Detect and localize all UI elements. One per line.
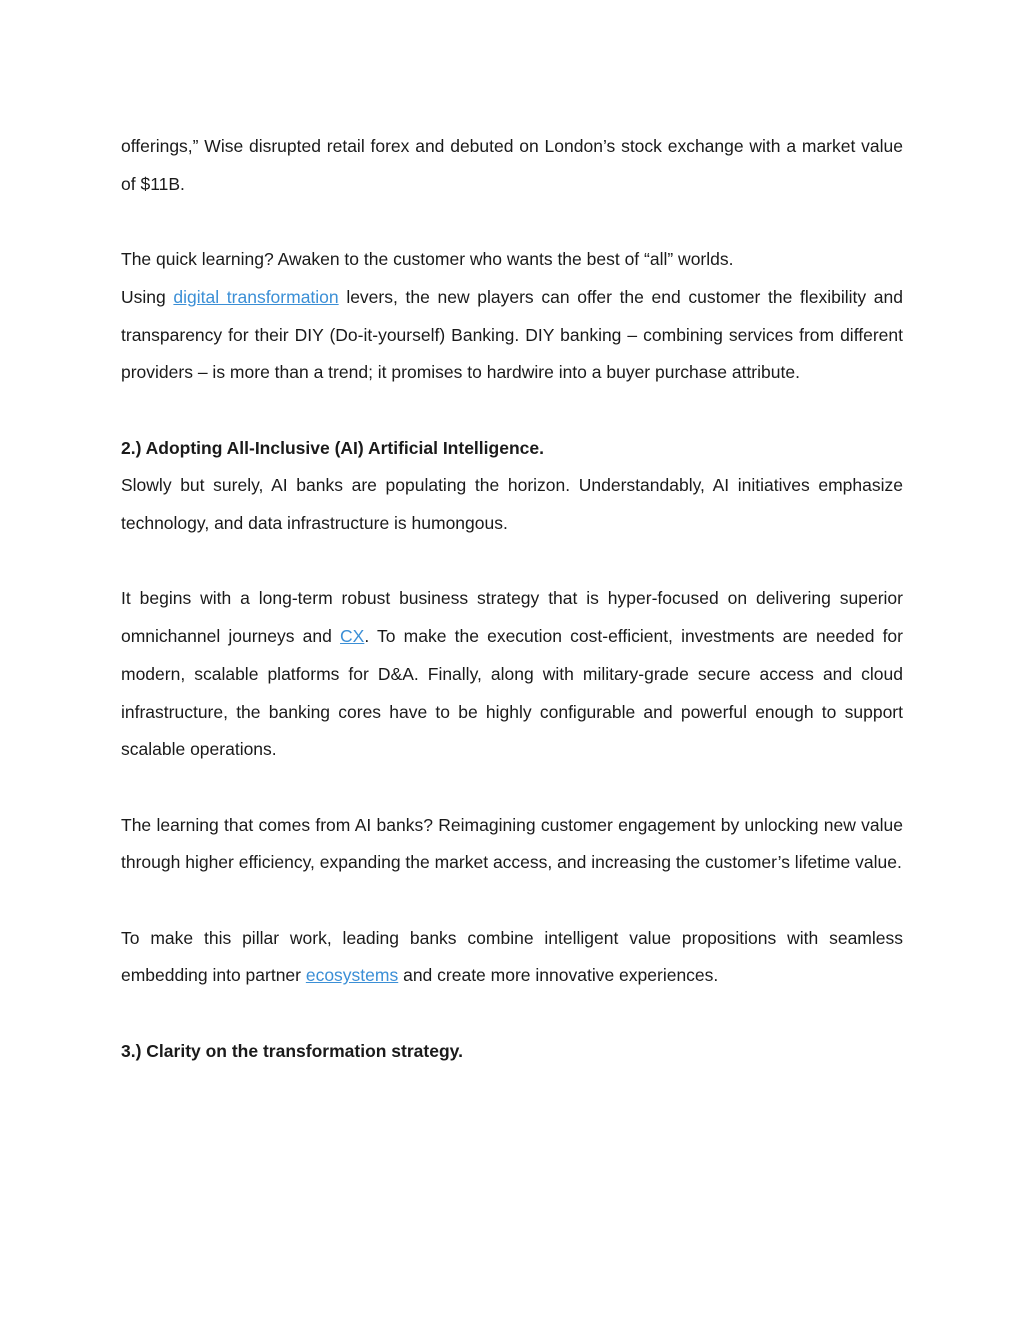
paragraph-quick-learning — [121, 241, 903, 279]
paragraph-pillar — [121, 920, 903, 995]
cx-link[interactable]: CX — [340, 626, 365, 647]
ecosystems-link[interactable]: ecosystems — [305, 965, 399, 986]
paragraph-text-after: . To make the execution cost-efficient, investments are needed for modern, scalable platforms for D&A. Finally, along with military-grade secure access and cloud infrastructure, the banking cores have to be highly configurable and powerful enough to support scalable operations. — [121, 626, 903, 760]
paragraph-business-strategy — [121, 580, 903, 769]
digital-transformation-link[interactable]: digital transformation — [173, 286, 339, 307]
paragraph-text-after: and create more innovative experiences. — [398, 965, 719, 986]
document-page — [121, 128, 903, 1070]
section-heading-transformation: 3.) Clarity on the transformation strategy. — [121, 1040, 463, 1061]
paragraph-text-before: Using — [121, 286, 174, 307]
paragraph-text-after: levers, the new players can offer the end customer the flexibility and transparency for their DIY (Do-it-yourself) Banking. DIY banking – combining services from different providers – is more than a trend; it promises to hardwire into a buyer purchase attribute. — [121, 286, 903, 383]
paragraph-diy-banking — [121, 279, 903, 392]
paragraph-text: Slowly but surely, AI banks are populating the horizon. Understandably, AI initiatives emphasize technology, and data infrastructure is humongous. — [121, 475, 903, 533]
section-heading-ai: 2.) Adopting All-Inclusive (AI) Artificial Intelligence. — [121, 437, 544, 458]
paragraph-ai-banks — [121, 467, 903, 542]
paragraph-text-before: To make this pillar work, leading banks combine intelligent value propositions with seamless embedding into partner — [121, 927, 903, 986]
paragraph-text-before: It begins with a long-term robust business strategy that is hyper-focused on delivering superior omnichannel journeys and — [121, 588, 903, 647]
paragraph-ai-learning — [121, 807, 903, 882]
paragraph-text: The quick learning? Awaken to the customer who wants the best of “all” worlds. — [121, 249, 734, 270]
paragraph-text: offerings,” Wise disrupted retail forex and debuted on London’s stock exchange with a market value of $11B. — [121, 136, 903, 194]
paragraph-text: The learning that comes from AI banks? Reimagining customer engagement by unlocking new value through higher efficiency, expanding the market access, and increasing the customer’s lifetime value. — [121, 814, 903, 873]
paragraph-wise-listing — [121, 128, 903, 203]
